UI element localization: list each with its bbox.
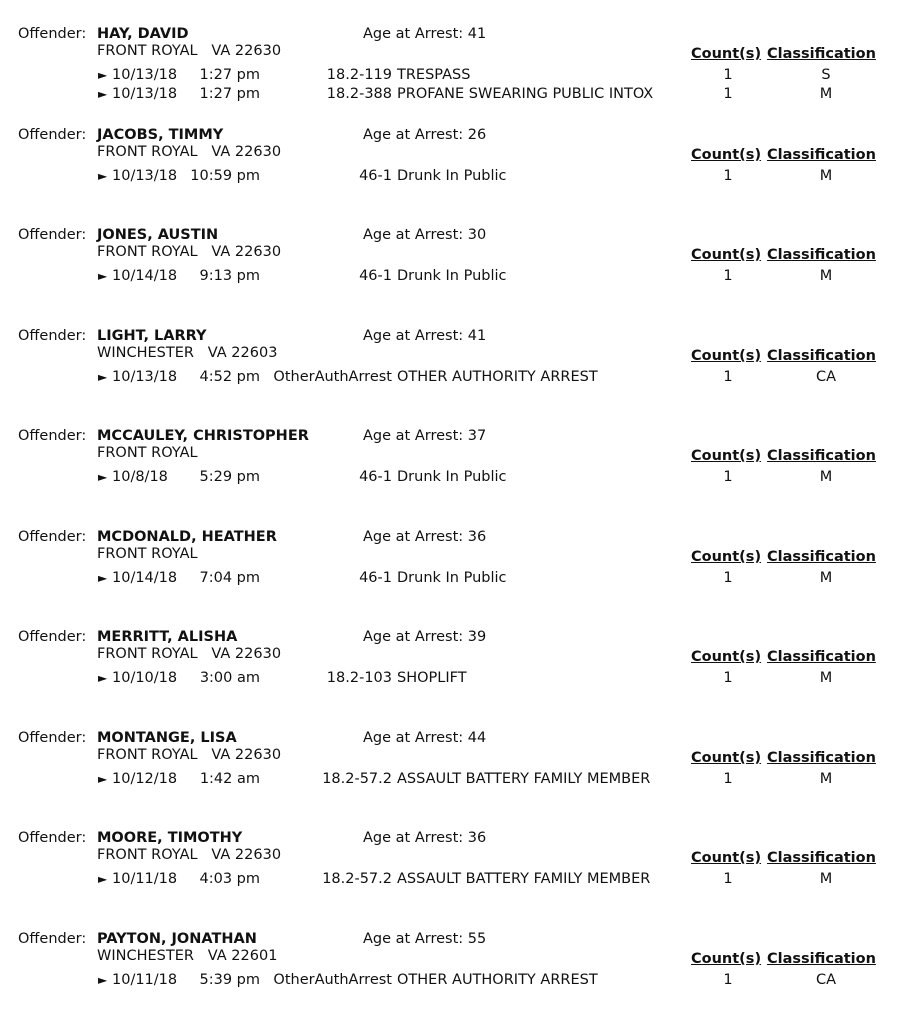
offender-label: Offender: xyxy=(18,127,87,143)
charge-time: 1:27 pm xyxy=(199,86,260,102)
charge-date: 10/11/18 xyxy=(112,871,178,887)
charge-row xyxy=(0,66,900,85)
charge-classification: M xyxy=(819,570,833,586)
charge-count: 1 xyxy=(723,570,733,586)
charge-time: 7:04 pm xyxy=(199,570,260,586)
charge-date: 10/13/18 xyxy=(112,168,178,184)
charge-code: OtherAuthArrest xyxy=(273,369,392,385)
classification-header: Classification xyxy=(767,247,876,263)
age-at-arrest: Age at Arrest: 36 xyxy=(363,830,487,846)
charge-classification: M xyxy=(819,670,833,686)
offender-record xyxy=(0,26,900,121)
charge-code: 18.2-57.2 xyxy=(322,771,392,787)
charge-description: Drunk In Public xyxy=(397,168,507,184)
charge-time: 4:03 pm xyxy=(199,871,260,887)
charge-time: 4:52 pm xyxy=(199,369,260,385)
counts-header: Count(s) xyxy=(691,549,762,565)
offender-address: FRONT ROYAL xyxy=(97,445,198,461)
charge-date: 10/13/18 xyxy=(112,369,178,385)
offender-record xyxy=(0,227,900,322)
offender-label: Offender: xyxy=(18,931,87,947)
offender-name: JONES, AUSTIN xyxy=(97,227,219,243)
charge-description: ASSAULT BATTERY FAMILY MEMBER xyxy=(397,771,651,787)
offender-record xyxy=(0,830,900,925)
offender-label: Offender: xyxy=(18,26,87,42)
charge-date: 10/11/18 xyxy=(112,972,178,988)
charge-row xyxy=(0,85,900,104)
counts-header: Count(s) xyxy=(691,448,762,464)
charge-date: 10/10/18 xyxy=(112,670,178,686)
charge-time: 5:39 pm xyxy=(199,972,260,988)
charge-code: 46-1 xyxy=(359,570,392,586)
offender-address: WINCHESTER VA 22603 xyxy=(97,345,278,361)
offender-address: FRONT ROYAL VA 22630 xyxy=(97,244,282,260)
charge-row xyxy=(0,669,900,688)
offender-address: FRONT ROYAL VA 22630 xyxy=(97,43,282,59)
charge-code: 18.2-119 xyxy=(326,67,392,83)
offender-address: FRONT ROYAL xyxy=(97,546,198,562)
charge-date: 10/14/18 xyxy=(112,268,178,284)
charge-date: 10/14/18 xyxy=(112,570,178,586)
offender-name: MONTANGE, LISA xyxy=(97,730,237,746)
charge-count: 1 xyxy=(723,469,733,485)
bullet-arrow-icon: ► xyxy=(98,269,108,283)
offender-label: Offender: xyxy=(18,529,87,545)
age-at-arrest: Age at Arrest: 44 xyxy=(363,730,487,746)
age-at-arrest: Age at Arrest: 36 xyxy=(363,529,487,545)
counts-header: Count(s) xyxy=(691,348,762,364)
counts-header: Count(s) xyxy=(691,147,762,163)
charge-classification: M xyxy=(819,469,833,485)
offender-record xyxy=(0,328,900,423)
counts-header: Count(s) xyxy=(691,850,762,866)
charge-time: 10:59 pm xyxy=(190,168,260,184)
charge-code: 46-1 xyxy=(359,168,392,184)
charge-count: 1 xyxy=(723,67,733,83)
charge-classification: S xyxy=(821,67,831,83)
offender-label: Offender: xyxy=(18,428,87,444)
charge-time: 9:13 pm xyxy=(199,268,260,284)
offender-label: Offender: xyxy=(18,830,87,846)
charge-date: 10/13/18 xyxy=(112,67,178,83)
bullet-arrow-icon: ► xyxy=(98,68,108,82)
charge-description: OTHER AUTHORITY ARREST xyxy=(397,972,598,988)
age-at-arrest: Age at Arrest: 41 xyxy=(363,26,487,42)
offender-name: HAY, DAVID xyxy=(97,26,189,42)
counts-header: Count(s) xyxy=(691,46,762,62)
bullet-arrow-icon: ► xyxy=(98,571,108,585)
charge-classification: M xyxy=(819,871,833,887)
charge-count: 1 xyxy=(723,972,733,988)
offender-label: Offender: xyxy=(18,629,87,645)
charge-description: ASSAULT BATTERY FAMILY MEMBER xyxy=(397,871,651,887)
charge-row xyxy=(0,770,900,789)
classification-header: Classification xyxy=(767,850,876,866)
charge-row xyxy=(0,468,900,487)
offender-label: Offender: xyxy=(18,730,87,746)
charge-date: 10/8/18 xyxy=(112,469,168,485)
offender-record xyxy=(0,127,900,222)
charge-description: OTHER AUTHORITY ARREST xyxy=(397,369,598,385)
offender-name: MOORE, TIMOTHY xyxy=(97,830,243,846)
charge-row xyxy=(0,569,900,588)
offender-name: LIGHT, LARRY xyxy=(97,328,207,344)
offender-label: Offender: xyxy=(18,227,87,243)
charge-row xyxy=(0,368,900,387)
classification-header: Classification xyxy=(767,348,876,364)
counts-header: Count(s) xyxy=(691,247,762,263)
offender-label: Offender: xyxy=(18,328,87,344)
charge-count: 1 xyxy=(723,168,733,184)
charge-code: OtherAuthArrest xyxy=(273,972,392,988)
charge-time: 1:42 am xyxy=(199,771,260,787)
offender-address: WINCHESTER VA 22601 xyxy=(97,948,278,964)
offender-address: FRONT ROYAL VA 22630 xyxy=(97,646,282,662)
charge-classification: M xyxy=(819,168,833,184)
classification-header: Classification xyxy=(767,750,876,766)
charge-classification: CA xyxy=(815,972,837,988)
charge-count: 1 xyxy=(723,871,733,887)
charge-classification: M xyxy=(819,771,833,787)
offender-name: PAYTON, JONATHAN xyxy=(97,931,257,947)
charge-code: 18.2-388 xyxy=(326,86,392,102)
charge-code: 18.2-57.2 xyxy=(322,871,392,887)
charge-time: 3:00 am xyxy=(199,670,260,686)
charge-description: PROFANE SWEARING PUBLIC INTOX xyxy=(397,86,654,102)
age-at-arrest: Age at Arrest: 39 xyxy=(363,629,487,645)
counts-header: Count(s) xyxy=(691,649,762,665)
age-at-arrest: Age at Arrest: 30 xyxy=(363,227,487,243)
charge-description: Drunk In Public xyxy=(397,268,507,284)
classification-header: Classification xyxy=(767,549,876,565)
charge-code: 18.2-103 xyxy=(326,670,392,686)
offender-name: JACOBS, TIMMY xyxy=(97,127,224,143)
charge-time: 1:27 pm xyxy=(199,67,260,83)
charge-classification: M xyxy=(819,86,833,102)
charge-count: 1 xyxy=(723,771,733,787)
classification-header: Classification xyxy=(767,448,876,464)
charge-row xyxy=(0,971,900,990)
charge-classification: M xyxy=(819,268,833,284)
charge-date: 10/13/18 xyxy=(112,86,178,102)
charge-description: SHOPLIFT xyxy=(397,670,467,686)
charge-description: TRESPASS xyxy=(397,67,471,83)
charge-date: 10/12/18 xyxy=(112,771,178,787)
charge-count: 1 xyxy=(723,268,733,284)
offender-record xyxy=(0,931,900,1026)
bullet-arrow-icon: ► xyxy=(98,87,108,101)
offender-address: FRONT ROYAL VA 22630 xyxy=(97,747,282,763)
bullet-arrow-icon: ► xyxy=(98,772,108,786)
bullet-arrow-icon: ► xyxy=(98,973,108,987)
classification-header: Classification xyxy=(767,147,876,163)
charge-description: Drunk In Public xyxy=(397,469,507,485)
offender-address: FRONT ROYAL VA 22630 xyxy=(97,847,282,863)
charge-code: 46-1 xyxy=(359,469,392,485)
offender-record xyxy=(0,529,900,624)
offender-name: MCDONALD, HEATHER xyxy=(97,529,277,545)
charge-row xyxy=(0,870,900,889)
charge-count: 1 xyxy=(723,670,733,686)
charge-description: Drunk In Public xyxy=(397,570,507,586)
bullet-arrow-icon: ► xyxy=(98,671,108,685)
charge-code: 46-1 xyxy=(359,268,392,284)
bullet-arrow-icon: ► xyxy=(98,872,108,886)
classification-header: Classification xyxy=(767,46,876,62)
charge-count: 1 xyxy=(723,86,733,102)
offender-record xyxy=(0,629,900,724)
offender-name: MCCAULEY, CHRISTOPHER xyxy=(97,428,309,444)
classification-header: Classification xyxy=(767,951,876,967)
charge-time: 5:29 pm xyxy=(199,469,260,485)
offender-record xyxy=(0,730,900,825)
age-at-arrest: Age at Arrest: 41 xyxy=(363,328,487,344)
charge-classification: CA xyxy=(815,369,837,385)
age-at-arrest: Age at Arrest: 26 xyxy=(363,127,487,143)
bullet-arrow-icon: ► xyxy=(98,169,108,183)
bullet-arrow-icon: ► xyxy=(98,470,108,484)
charge-row xyxy=(0,167,900,186)
age-at-arrest: Age at Arrest: 37 xyxy=(363,428,487,444)
counts-header: Count(s) xyxy=(691,750,762,766)
charge-row xyxy=(0,267,900,286)
offender-address: FRONT ROYAL VA 22630 xyxy=(97,144,282,160)
bullet-arrow-icon: ► xyxy=(98,370,108,384)
charge-count: 1 xyxy=(723,369,733,385)
age-at-arrest: Age at Arrest: 55 xyxy=(363,931,487,947)
counts-header: Count(s) xyxy=(691,951,762,967)
offender-name: MERRITT, ALISHA xyxy=(97,629,238,645)
classification-header: Classification xyxy=(767,649,876,665)
offender-record xyxy=(0,428,900,523)
